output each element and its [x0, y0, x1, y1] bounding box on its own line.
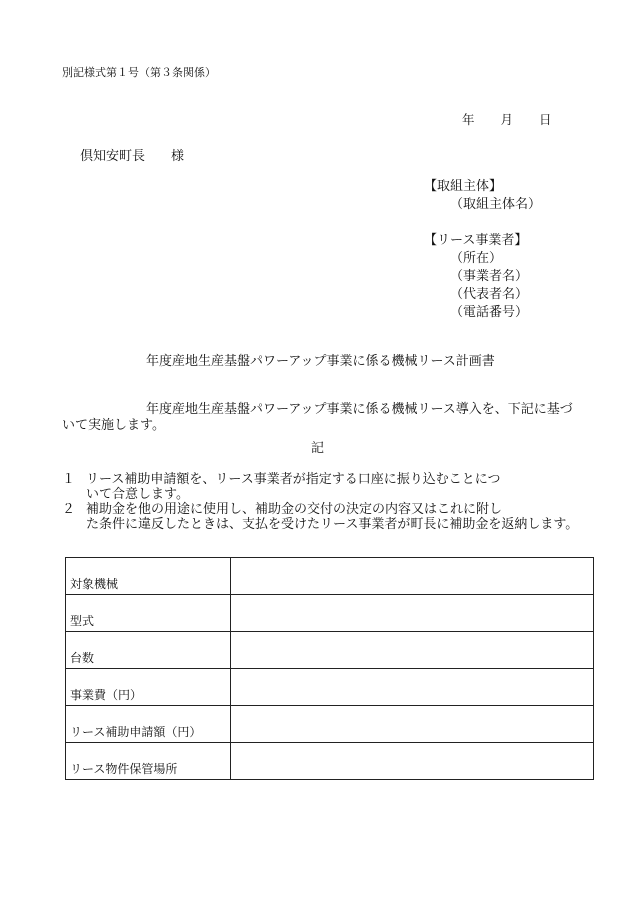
applicant-heading: 【取組主体】	[424, 179, 503, 194]
item-text-continued: た条件に違反したときは、支払を受けたリース事業者が町長に補助金を返納します。	[86, 517, 579, 532]
row-label-quantity: 台数	[66, 632, 231, 669]
lessor-address-field: （所在）	[450, 251, 503, 266]
list-item	[62, 472, 582, 502]
row-label-model: 型式	[66, 595, 231, 632]
lease-plan-table	[65, 557, 594, 780]
table-row	[66, 669, 594, 706]
terms-list	[62, 472, 582, 532]
table-row	[66, 706, 594, 743]
date-month: 月	[500, 112, 514, 127]
item-text: 補助金を他の用途に使用し、補助金の交付の決定の内容又はこれに附し	[86, 502, 503, 517]
lessor-company-field: （事業者名）	[450, 269, 529, 284]
table-row	[66, 632, 594, 669]
table-row	[66, 558, 594, 595]
row-label-storage-location: リース物件保管場所	[66, 743, 231, 780]
lessor-phone-field: （電話番号）	[450, 305, 529, 320]
addressee-name: 倶知安町長	[80, 149, 146, 164]
row-label-machine: 対象機械	[66, 558, 231, 595]
item-text-continued: いて合意します。	[86, 487, 189, 502]
item-number: １	[62, 472, 76, 487]
row-value-project-cost[interactable]	[231, 669, 594, 706]
form-number: 別記様式第１号（第３条関係）	[62, 66, 216, 79]
date-line	[462, 110, 552, 128]
applicant-name-field: （取組主体名）	[450, 197, 542, 212]
row-label-subsidy-amount: リース補助申請額（円）	[66, 706, 231, 743]
row-value-model[interactable]	[231, 595, 594, 632]
lessor-representative-field: （代表者名）	[450, 287, 529, 302]
body-paragraph: 年度産地生産基盤パワーアップ事業に係る機械リース導入を、下記に基づいて実施します。	[62, 402, 573, 433]
ki-marker: 記	[311, 441, 325, 456]
document-title: 年度産地生産基盤パワーアップ事業に係る機械リース計画書	[146, 354, 495, 369]
lessor-heading: 【リース事業者】	[424, 233, 528, 248]
row-value-storage-location[interactable]	[231, 743, 594, 780]
row-value-quantity[interactable]	[231, 632, 594, 669]
date-year: 年	[462, 112, 475, 127]
item-text: リース補助申請額を、リース事業者が指定する口座に振り込むことにつ	[86, 472, 501, 487]
table-row	[66, 743, 594, 780]
row-label-project-cost: 事業費（円）	[66, 669, 231, 706]
row-value-machine[interactable]	[231, 558, 594, 595]
date-day: 日	[539, 112, 552, 127]
row-value-subsidy-amount[interactable]	[231, 706, 594, 743]
item-number: ２	[62, 502, 76, 517]
addressee	[80, 145, 184, 164]
addressee-honorific: 様	[171, 149, 185, 164]
list-item	[62, 502, 582, 532]
table-row	[66, 595, 594, 632]
